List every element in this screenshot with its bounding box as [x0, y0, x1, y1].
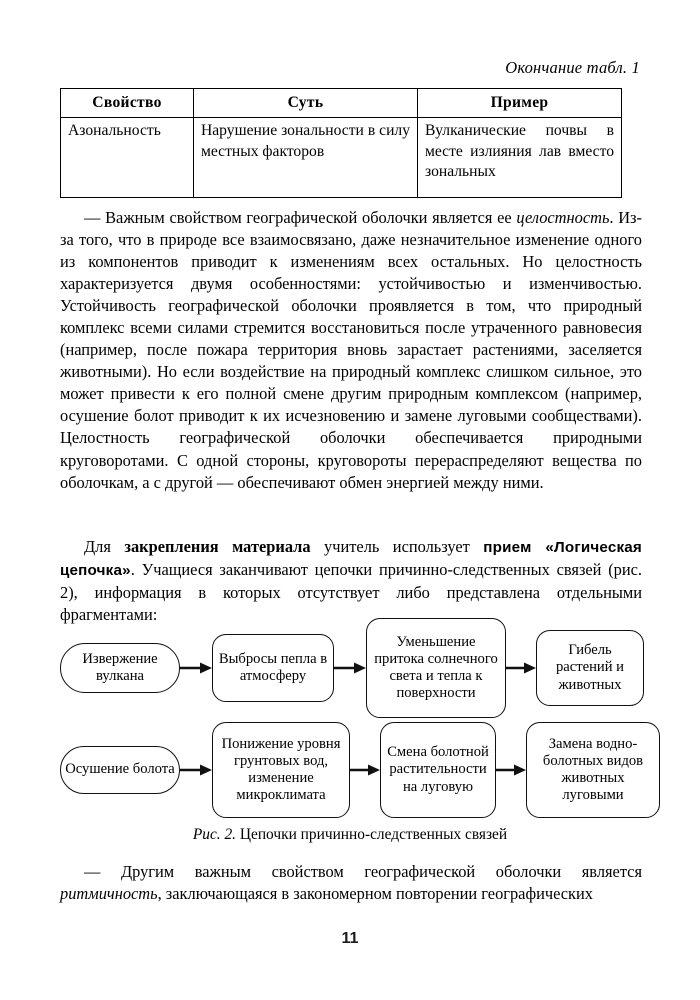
table-row: [61, 118, 622, 198]
paragraph-text-f: Другим важным свойством географической оболочки является: [100, 862, 642, 881]
arrow-right-icon: [180, 764, 212, 776]
paragraph-dash: —: [84, 208, 101, 227]
diagram-node: Смена болотной растительности на луговую: [380, 722, 496, 818]
table-cell-example: Вулканические почвы в месте излияния лав вместо зональных: [418, 118, 622, 198]
table-header-essence: Суть: [194, 89, 418, 118]
arrow-right-icon: [334, 662, 366, 674]
paragraph-text-a: Важным свойством географической оболочки является ее: [100, 208, 517, 227]
diagram-node: Извержение вулкана: [60, 643, 180, 693]
figure-caption: [0, 826, 700, 844]
paragraph-dash: —: [84, 862, 101, 881]
paragraph-text-e: . Учащиеся заканчивают цепочки причинно-следственных связей (рис. 2), информация в которых отсутствует либо представлена отдельными фрагментами:: [60, 560, 642, 625]
cause-effect-diagram: [60, 618, 642, 818]
diagram-node: Замена водно-болотных видов животных луговыми: [526, 722, 660, 818]
table-header-property: Свойство: [61, 89, 194, 118]
paragraph-rhythm: [60, 861, 642, 905]
emphasis-zakreplenie-materiala: закрепления материала: [124, 537, 311, 556]
paragraph-text-b: . Из-за того, что в природе все взаимосвязано, даже незначительное изменение одного из компонентов приводит к изменениям всех остальных. Но целостность характеризуется двумя особенностями: устойчивостью и изменчивостью. Устойчивость географической оболочки проявляется в том, что природный комплекс всеми силами стремится восстановиться после утраченного равновесия (например, после пожара территория вновь зарастает растениями, заселяется животными). Но если воздействие на природный комплекс слишком сильное, это может привести к его полной смене другим природным комплексом (например, осушение болот приводит к их исчезновению и замене луговыми сообществами). Целостность географической оболочки обеспечивается природными круговоротами. С одной стороны, круговороты перераспределяют вещества по оболочкам, а с другой — обеспечивают обмен энергией между ними.: [60, 208, 642, 492]
paragraph-integrity: [60, 207, 642, 494]
paragraph-text-c: Для: [84, 537, 125, 556]
running-head: Окончание табл. 1: [505, 58, 640, 77]
paragraph-text-d: учитель использует: [310, 537, 484, 556]
table-header-row: [61, 89, 622, 118]
table-cell-essence: Нарушение зональности в силу местных факторов: [194, 118, 418, 198]
emphasis-tselostnost: целостность: [516, 208, 610, 227]
arrow-right-icon: [180, 662, 212, 674]
arrow-right-icon: [350, 764, 380, 776]
page-number: 11: [341, 930, 359, 947]
arrow-right-icon: [496, 764, 526, 776]
arrow-right-icon: [506, 662, 536, 674]
diagram-node: Уменьшение притока солнечного света и тепла к поверхности: [366, 618, 506, 718]
diagram-node: Осушение болота: [60, 746, 180, 794]
paragraph-text-g: , заключающаяся в закономерном повторении географических: [157, 884, 593, 904]
diagram-node: Гибель растений и животных: [536, 630, 644, 706]
table-cell-property: Азональность: [61, 118, 194, 198]
emphasis-priem-logicheskaya-tsepochka: прием «Логическая цепочка»: [60, 539, 642, 580]
diagram-chain-swamp: [60, 722, 642, 818]
diagram-node: Выбросы пепла в атмосферу: [212, 634, 334, 702]
table-header-example: Пример: [418, 89, 622, 118]
emphasis-ritmichnost: ритмичность: [60, 884, 158, 904]
figure-number: Рис. 2.: [192, 826, 237, 843]
paragraph-method: [60, 536, 642, 626]
diagram-chain-volcano: [60, 618, 642, 718]
figure-caption-text: Цепочки причинно-следственных связей: [236, 826, 508, 843]
diagram-node: Понижение уровня грунтовых вод, изменение микроклимата: [212, 722, 350, 818]
properties-table-wrapper: [60, 88, 621, 198]
properties-table: [60, 88, 622, 198]
